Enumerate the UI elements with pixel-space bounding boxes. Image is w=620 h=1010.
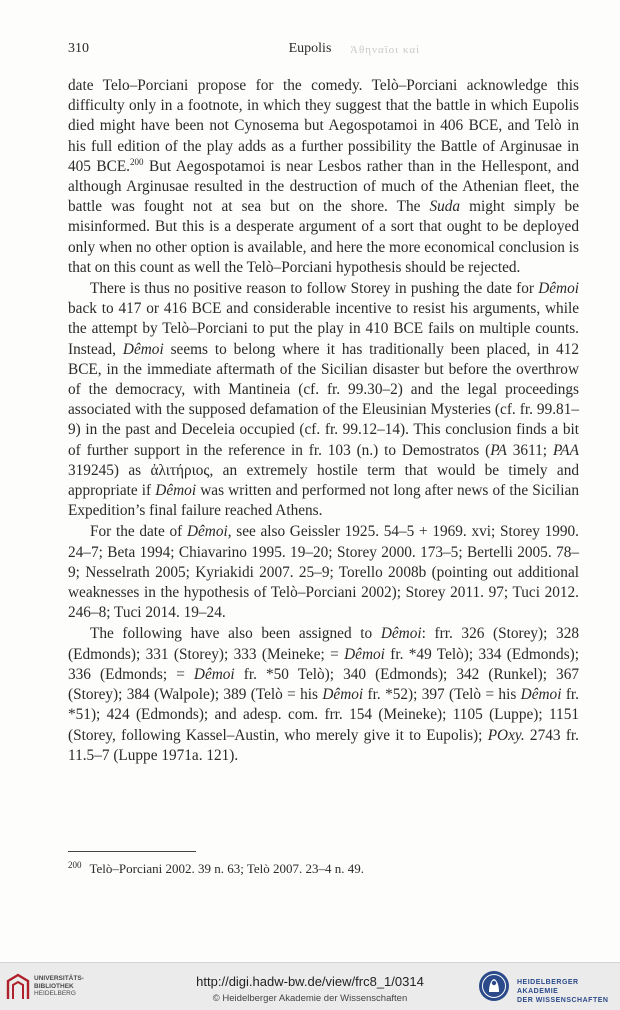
page-number: 310 [68,41,89,56]
permalink-url[interactable]: http://digi.hadw-bw.de/view/frc8_1/0314 [196,974,424,989]
academy-name: HEIDELBERGER AKADEMIE DER WISSENSCHAFTEN [517,979,609,1004]
paragraph-4: The following have also been assigned to Dêmoi: frr. 326 (Storey); 328 (Edmonds); 331 (Storey); 333 (Meineke; = Dêmoi fr. *49 Telò); 334 (Edmonds); 336 (Edmonds; = Dêmoi fr. *50 Telò); 340 (Edmonds); 342 (Runkel); 367 (Storey); 384 (Walpole); 389 (Telò = his Dêmoi fr. *52); 397 (Telò = his Dêmoi fr. *51); 424 (Edmonds); and adesp. com. frr. 154 (Meineke); 1105 (Luppe); 1151 (Storey, following Kassel–Austin, who merely give it to Eupolis); POxy. 2743 fr. 11.5–7 (Luppe 1971a. 121). [68,625,579,764]
running-title: Eupolis [288,41,332,56]
body-text [68,76,579,766]
library-name: UNIVERSITÄTS- BIBLIOTHEK HEIDELBERG [34,975,84,997]
footnote-marker: 200 [68,859,82,870]
footnote-divider [68,851,196,852]
footnote-ref[interactable]: 200 [130,156,144,167]
paragraph-2: There is thus no positive reason to follow Storey in pushing the date for Dêmoi back to 417 or 416 BCE and considerable incentive to resist his arguments, while the attempt by Telò–Porciani to put the play in 410 BCE fails on multiple counts. Instead, Dêmoi seems to belong where it has traditionally been placed, in 412 BCE, in the immediate aftermath of the Sicilian disaster but before the overthrow of the democracy, with Mantineia (cf. fr. 99.30–2) and the legal proceedings associated with the supposed defamation of the Eleusinian Mysteries (cf. fr. 99.81–9) in the past and Deceleia occupied (cf. fr. 99.12–14). This conclusion finds a bit of further support in the reference in fr. 103 (n.) to Demostratos (PA 3611; PAA 319245) as ἀλιτήριος, an extremely hostile term that would be timely and appropriate if Dêmoi was written and performed not long after news of the Sicilian Expedition’s final failure reached Athens. [68,280,579,520]
viewer-footer [0,962,620,1010]
paragraph-3: For the date of Dêmoi, see also Geissler 1925. 54–5 + 1969. xvi; Storey 1990. 24–7; Beta 1994; Chiavarino 1995. 19–20; Storey 2000. 173–5; Bertelli 2005. 78–9; Nesselrath 2005; Kyriakidi 2007. 25–9; Torello 2008b (pointing out additional weaknesses in the hypothesis of Telò–Porciani 2002); Storey 2011. 97; Tuci 2012. 246–8; Tuci 2014. 19–24. [68,523,579,622]
paragraph-1: date Telo–Porciani propose for the comedy. Telò–Porciani acknowledge this difficulty only in a footnote, in which they suggest that the battle in which Eupolis died might have been not Cynosema but Aegospotamoi in 406 BCE, and Telò in his full edition of the play adds as a further possibility the Battle of Arginusae in 405 BCE.$^{200}$ But Aegospotamoi is near Lesbos rather than in the Hellespont, and although Arginusae resulted in the destruction of much of the Athenian fleet, the battle was fought not at sea but on the shore. The Suda might simply be misinformed. But this is a desperate argument of a sort that ought to be deployed only when no other option is available, and here the more economical conclusion is that on this count as well the Telò–Porciani hypothesis should be rejected. [68,77,579,276]
bleed-through-text: Ἀθηναῖοι καὶ [350,44,421,56]
academy-seal-icon[interactable] [478,970,510,1002]
footnote-text: Telò–Porciani 2002. 39 n. 63; Telò 2007. 23–4 n. 49. [89,861,365,876]
footnote [68,861,364,877]
copyright-notice: © Heidelberger Akademie der Wissenschaften [212,993,408,1004]
